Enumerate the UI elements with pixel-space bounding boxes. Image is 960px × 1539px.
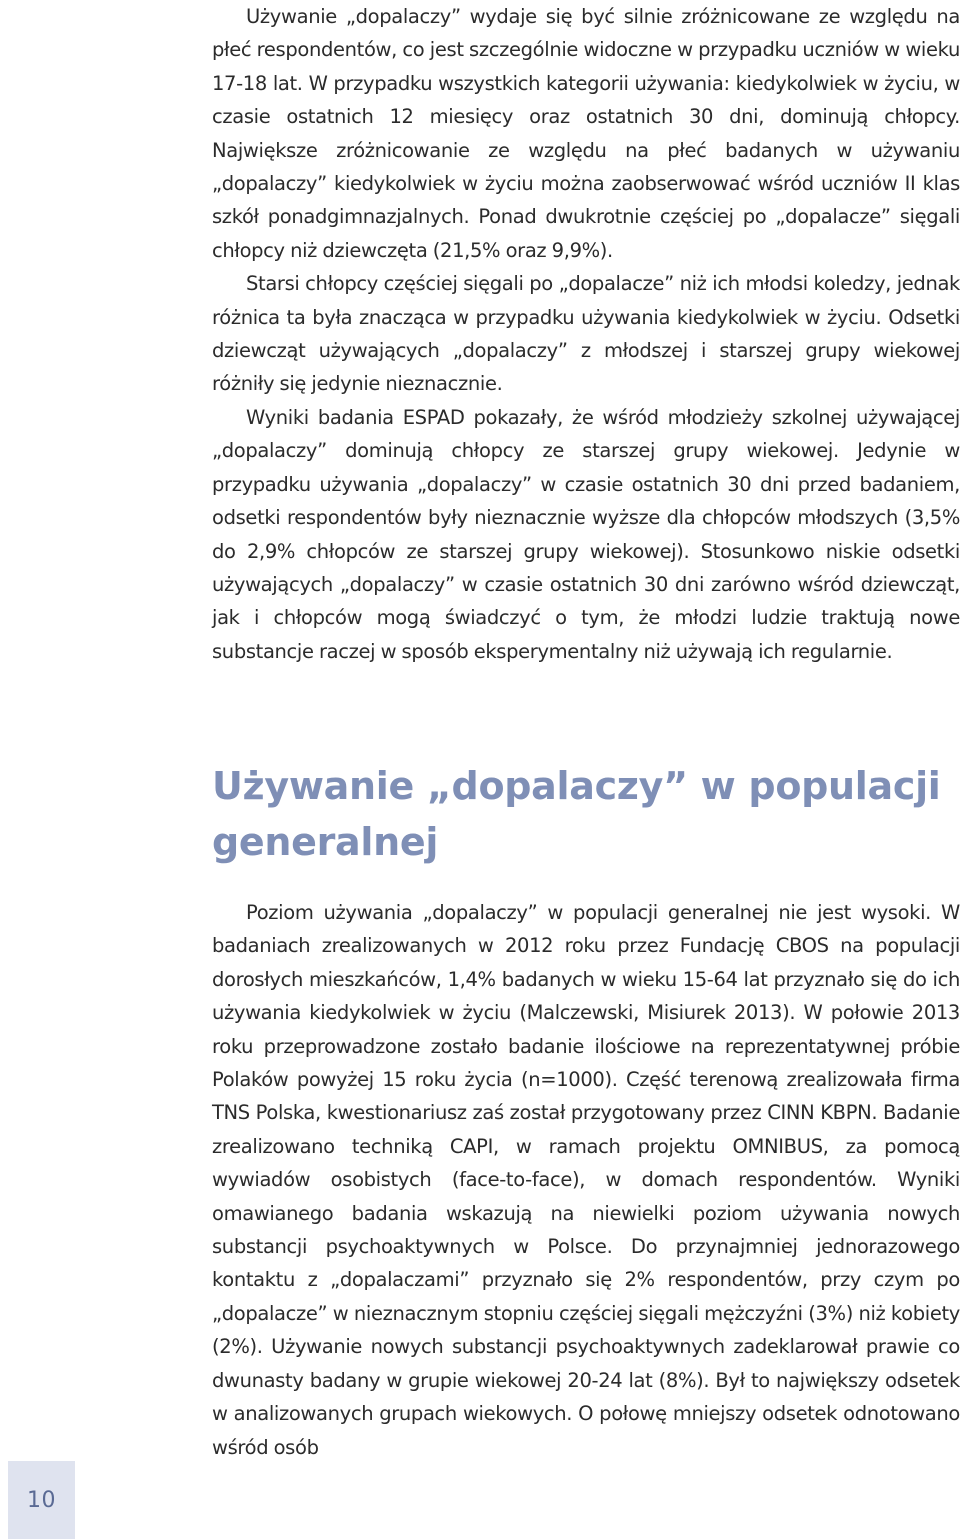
general-population-text-block	[212, 896, 960, 1464]
top-text-block	[212, 0, 960, 668]
page-number: 10	[27, 1487, 56, 1513]
paragraph-older-boys: Starsi chłopcy częściej sięgali po „dopalacze” niż ich młodsi koledzy, jednak różnica ta była znacząca w przypadku używania kiedykolwiek w życiu. Odsetki dziewcząt używających „dopalaczy” z młodszej i starszej grupy wiekowej różniły się jedynie nieznacznie.	[212, 272, 960, 396]
page-number-box	[8, 1461, 75, 1539]
section-heading: Używanie „dopalaczy” w populacji generalnej	[212, 764, 941, 864]
paragraph-espad-results: Wyniki badania ESPAD pokazały, że wśród młodzieży szkolnej używającej „dopalaczy” dominują chłopcy ze starszej grupy wiekowej. Jedynie w przypadku używania „dopalaczy” w czasie ostatnich 30 dni przed badaniem, odsetki respondentów były nieznacznie wyższe dla chłopców młodszych (3,5% do 2,9% chłopców ze starszej grupy wiekowej). Stosunkowo niskie odsetki używających „dopalaczy” w czasie ostatnich 30 dni zarówno wśród dziewcząt, jak i chłopców mogą świadczyć o tym, że młodzi ludzie traktują nowe substancje raczej w sposób eksperymentalny niż używają ich regularnie.	[212, 405, 960, 663]
paragraph-gender-differences: Używanie „dopalaczy” wydaje się być silnie zróżnicowane ze względu na płeć respondentów, co jest szczególnie widoczne w przypadku uczniów w wieku 17-18 lat. W przypadku wszystkich kategorii używania: kiedykolwiek w życiu, w czasie ostatnich 12 miesięcy oraz ostatnich 30 dni, dominują chłopcy. Największe zróżnicowanie ze względu na płeć badanych w używaniu „dopalaczy” kiedykolwiek w życiu można zaobserwować wśród uczniów II klas szkół ponadgimnazjalnych. Ponad dwukrotnie częściej po „dopalacze” sięgali chłopcy niż dziewczęta (21,5% oraz 9,9%).	[212, 5, 960, 262]
paragraph-general-population: Poziom używania „dopalaczy” w populacji generalnej nie jest wysoki. W badaniach zrealizowanych w 2012 roku przez Fundację CBOS na populacji dorosłych mieszkańców, 1,4% badanych w wieku 15-64 lat przyznało się do ich używania kiedykolwiek w życiu (Malczewski, Misiurek 2013). W połowie 2013 roku przeprowadzone zostało badanie ilościowe na reprezentatywnej próbie Polaków powyżej 15 roku życia (n=1000). Część terenową zrealizowała firma TNS Polska, kwestionariusz zaś został przygotowany przez CINN KBPN. Badanie zrealizowano techniką CAPI, w ramach projektu OMNIBUS, za pomocą wywiadów osobistych (face-to-face), w domach respondentów. Wyniki omawianego badania wskazują na niewielki poziom używania nowych substancji psychoaktywnych w Polsce. Do przynajmniej jednorazowego kontaktu z „dopalaczami” przyznało się 2% respondentów, przy czym po „dopalacze” w nieznacznym stopniu częściej sięgali mężczyźni (3%) niż kobiety (2%). Używanie nowych substancji psychoaktywnych zadeklarował prawie co dwunasty badany w grupie wiekowej 20-24 lat (8%). Był to największy odsetek w analizowanych grupach wiekowych. O połowę mniejszy odsetek odnotowano wśród osób	[212, 901, 960, 1459]
